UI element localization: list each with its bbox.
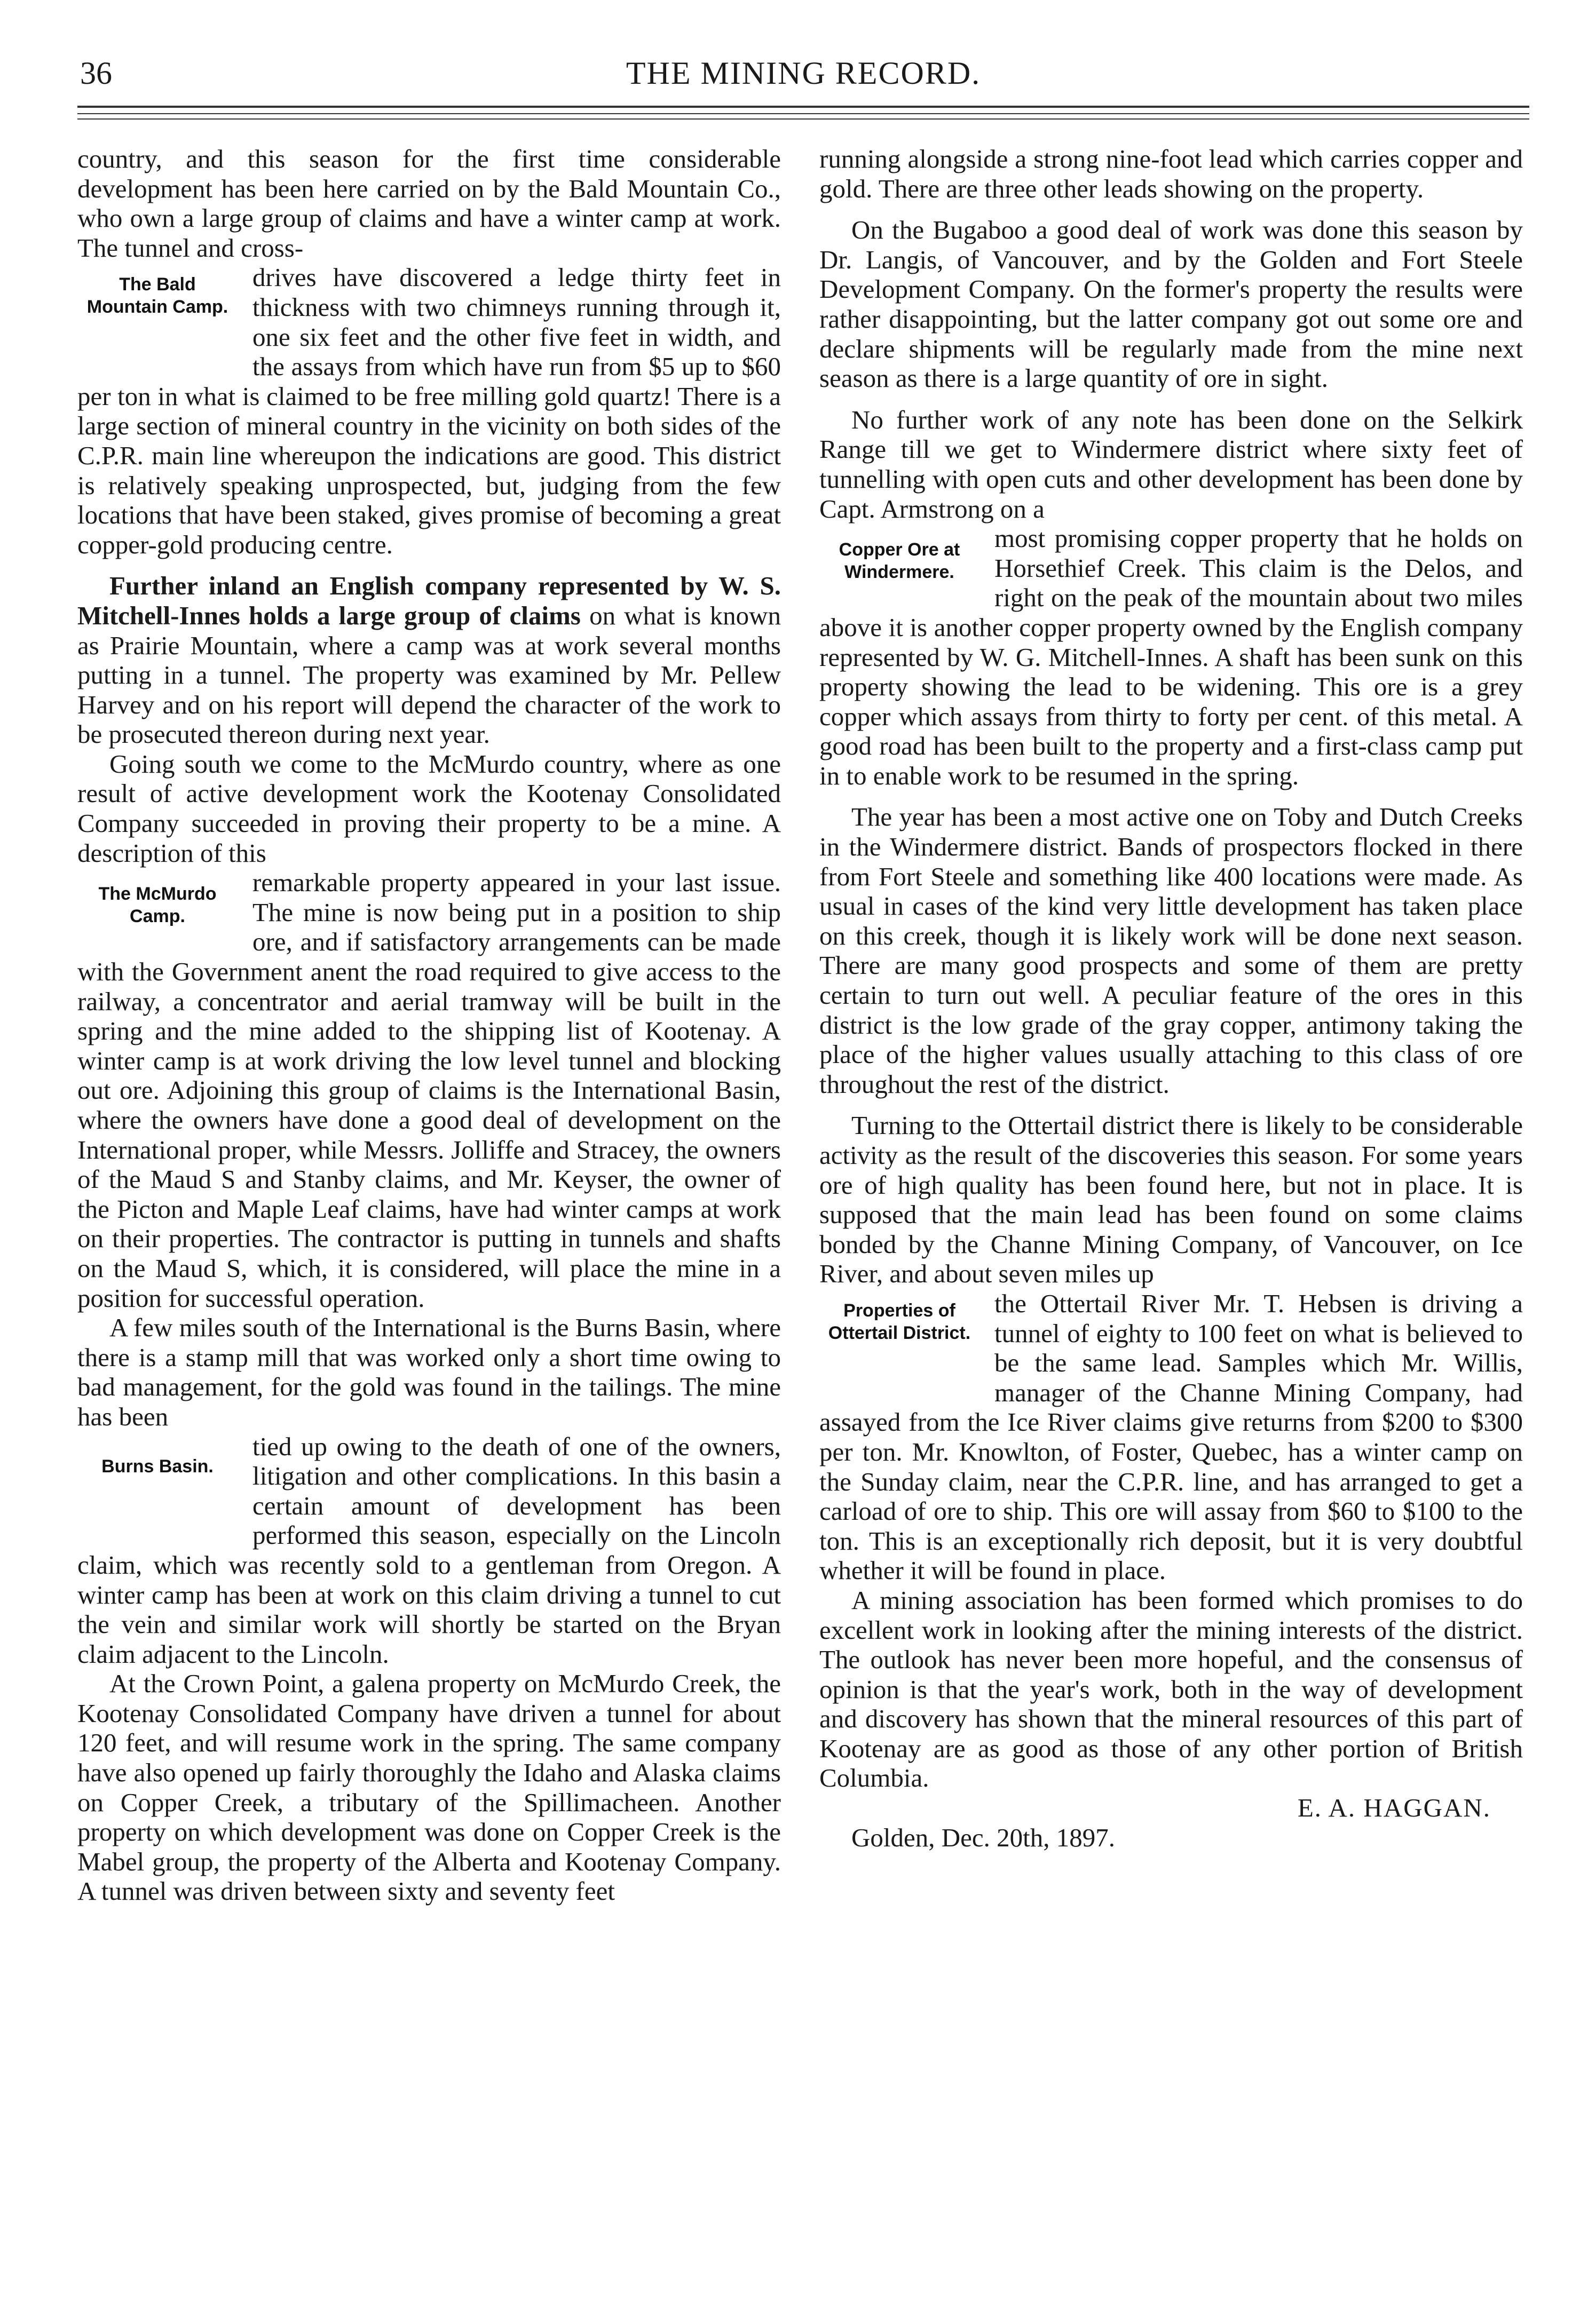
bold-lead-text: Further inland an English company represented by W. S. Mitchell-Innes holds a large group of claims — [77, 571, 781, 630]
paragraph — [77, 749, 781, 868]
paragraph-text: drives have discovered a ledge thirty feet in thickness with two chimneys running through it, one six feet and the other five feet in width, and the assays from which have run from $5 up to $60 per ton in what is claimed to be free milling gold quartz! There is a large section of mineral country in the vicinity on both sides of the C.P.R. main line whereupon the indications are good. This district is relatively speaking unprospected, but, judging from the few locations that have been staked, gives promise of becoming a great copper-gold producing centre. — [77, 263, 781, 559]
paragraph-text: the Ottertail River Mr. T. Hebsen is driving a tunnel of eighty to 100 feet on what is believed to be the same lead. Samples which Mr. Willis, manager of the Channe Mining Company, had assayed from the Ice River claims give returns from $200 to $300 per ton. Mr. Knowlton, of Foster, Quebec, has a winter camp on the Sunday claim, near the C.P.R. line, and has arranged to get a carload of ore to ship. This ore will assay from $60 to $100 to the ton. This is an exceptionally rich deposit, but it is very doubtful whether it will be found in place. — [819, 1288, 1523, 1585]
paragraph-text: The year has been a most active one on Toby and Dutch Creeks in the Windermere district. Bands of prospectors flocked in there from Fort Steele and something like 400 locations were made. As usual in cases of the kind very little development has taken place on this creek, though it is likely work will be done next season. There are many good prospects and some of them are pretty certain to turn out well. A peculiar feature of the ores in this district is the low grade of the gray copper, antimony taking the place of the higher values usually attaching to this class of ore throughout the rest of the district. — [819, 802, 1523, 1099]
paragraph — [77, 868, 781, 1313]
paragraph — [77, 571, 781, 749]
sidehead-ottertail: Properties of Ottertail District. — [828, 1300, 971, 1343]
running-title: THE MINING RECORD. — [626, 55, 981, 91]
paragraph — [77, 1313, 781, 1431]
paragraph-text: A few miles south of the International is the Burns Basin, where there is a stamp mill that was worked only a short time owing to bad management, for the gold was found in the tailings. The mine has been — [77, 1313, 781, 1431]
header-rule-thin-2 — [77, 118, 1529, 120]
paragraph-text: tied up owing to the death of one of the owners, litigation and other complications. In this basin a certain amount of development has been performed this season, especially on the Lincoln claim, which was recently sold to a gentleman from Oregon. A winter camp has been at work on this claim driving a tunnel to cut the vein and similar work will shortly be started on the Bryan claim adjacent to the Lincoln. — [77, 1431, 781, 1669]
paragraph — [819, 524, 1523, 790]
paragraph-text: No further work of any note has been done on the Selkirk Range till we get to Windermere district where sixty feet of tunnelling with open cuts and other development has been done by Capt. Armstrong on a — [819, 404, 1523, 524]
header-rule-thin — [77, 113, 1529, 114]
paragraph — [819, 215, 1523, 393]
left-column — [77, 144, 781, 1906]
sidehead-mcmurdo: The McMurdo Camp. — [98, 884, 217, 927]
paragraph-text: On the Bugaboo a good deal of work was done this season by Dr. Langis, of Vancouver, and by the Golden and Fort Steele Development Company. On the former's property the results were rather disappointing, but the latter company got out some ore and declare shipments will be regularly made from the mine next season as there is a large quantity of ore in sight. — [819, 215, 1523, 393]
paragraph — [819, 1111, 1523, 1289]
paragraph — [819, 1585, 1523, 1793]
sidehead-burns-basin: Burns Basin. — [101, 1456, 214, 1477]
paragraph-text: most promising copper property that he holds on Horsethief Creek. This claim is the Delos, and right on the peak of the mountain about two miles above it is another copper property owned by the English company represented by W. G. Mitchell-Innes. A shaft has been sunk on this property showing the lead to be widening. This ore is a grey copper which assays from thirty to forty per cent. of this metal. A good road has been built to the property and a first-class camp put in to enable work to be resumed in the spring. — [819, 524, 1523, 790]
paragraph — [819, 1289, 1523, 1585]
page-header — [80, 52, 1527, 94]
paragraph — [77, 144, 781, 263]
header-rule — [77, 106, 1529, 108]
paragraph-text: remarkable property appeared in your last issue. The mine is now being put in a position to ship ore, and if satisfactory arrangements can be made with the Government anent the road required to give access to the railway, a concentrator and aerial tramway will be built in the spring and the mine added to the shipping list of Kootenay. A winter camp is at work driving the low level tunnel and blocking out ore. Adjoining this group of claims is the International Basin, where the owners have done a good deal of development on the International proper, while Messrs. Jolliffe and Stracey, the owners of the Maud S and Stanby claims, and Mr. Keyser, the owner of the Picton and Maple Leaf claims, have had winter camps at work on their properties. The contractor is putting in tunnels and shafts on the Maud S, which, it is considered, will place the mine in a position for successful operation. — [77, 868, 781, 1313]
sidehead-copper-ore: Copper Ore at Windermere. — [839, 540, 960, 583]
paragraph — [77, 1432, 781, 1669]
dateline: Golden, Dec. 20th, 1897. — [851, 1822, 1115, 1852]
paragraph-text: At the Crown Point, a galena property on McMurdo Creek, the Kootenay Consolidated Company have driven a tunnel for about 120 feet, and will resume work in the spring. The same company have also opened up fairly thoroughly the Idaho and Alaska claims on Copper Creek, a tributary of the Spillimacheen. Another property on which development was done on Copper Creek is the Mabel group, the property of the Alberta and Kootenay Company. A tunnel was driven between sixty and seventy feet — [77, 1669, 781, 1906]
paragraph-text: A mining association has been formed which promises to do excellent work in looking after the mining interests of the district. The outlook has never been more hopeful, and the consensus of opinion is that the year's work, both in the way of development and discovery has shown that the mineral resources of this part of Kootenay are as good as those of any other portion of British Columbia. — [819, 1585, 1523, 1793]
signature: E. A. HAGGAN. — [1297, 1793, 1491, 1823]
paragraph — [77, 1669, 781, 1906]
paragraph-text: country, and this season for the first time considerable development has been here carried on by the Bald Mountain Co., who own a large group of claims and have a winter camp at work. The tunnel and cross- — [77, 144, 781, 263]
page-number: 36 — [80, 55, 112, 91]
paragraph-text: on what is known as Prairie Mountain, where a camp was at work several months putting in a tunnel. The property was examined by Mr. Pellew Harvey and on his report will depend the character of the work to be prosecuted thereon during next year. — [77, 600, 781, 749]
right-column — [819, 144, 1523, 1852]
sidehead-bald-mountain: The Bald Mountain Camp. — [86, 274, 228, 318]
paragraph — [819, 144, 1523, 203]
paragraph-text: Going south we come to the McMurdo country, where as one result of active development work the Kootenay Consolidated Company succeeded in proving their property to be a mine. A description of this — [77, 749, 781, 868]
paragraph-text: running alongside a strong nine-foot lead which carries copper and gold. There are three other leads showing on the property. — [819, 144, 1523, 203]
paragraph — [819, 802, 1523, 1099]
paragraph — [77, 263, 781, 559]
paragraph — [819, 405, 1523, 524]
paragraph-text: Turning to the Ottertail district there is likely to be considerable activity as the result of the discoveries this season. For some years ore of high quality has been found here, but not in place. It is supposed that the main lead has been found on some claims bonded by the Channe Mining Company, of Vancouver, on Ice River, and about seven miles up — [819, 1111, 1523, 1289]
